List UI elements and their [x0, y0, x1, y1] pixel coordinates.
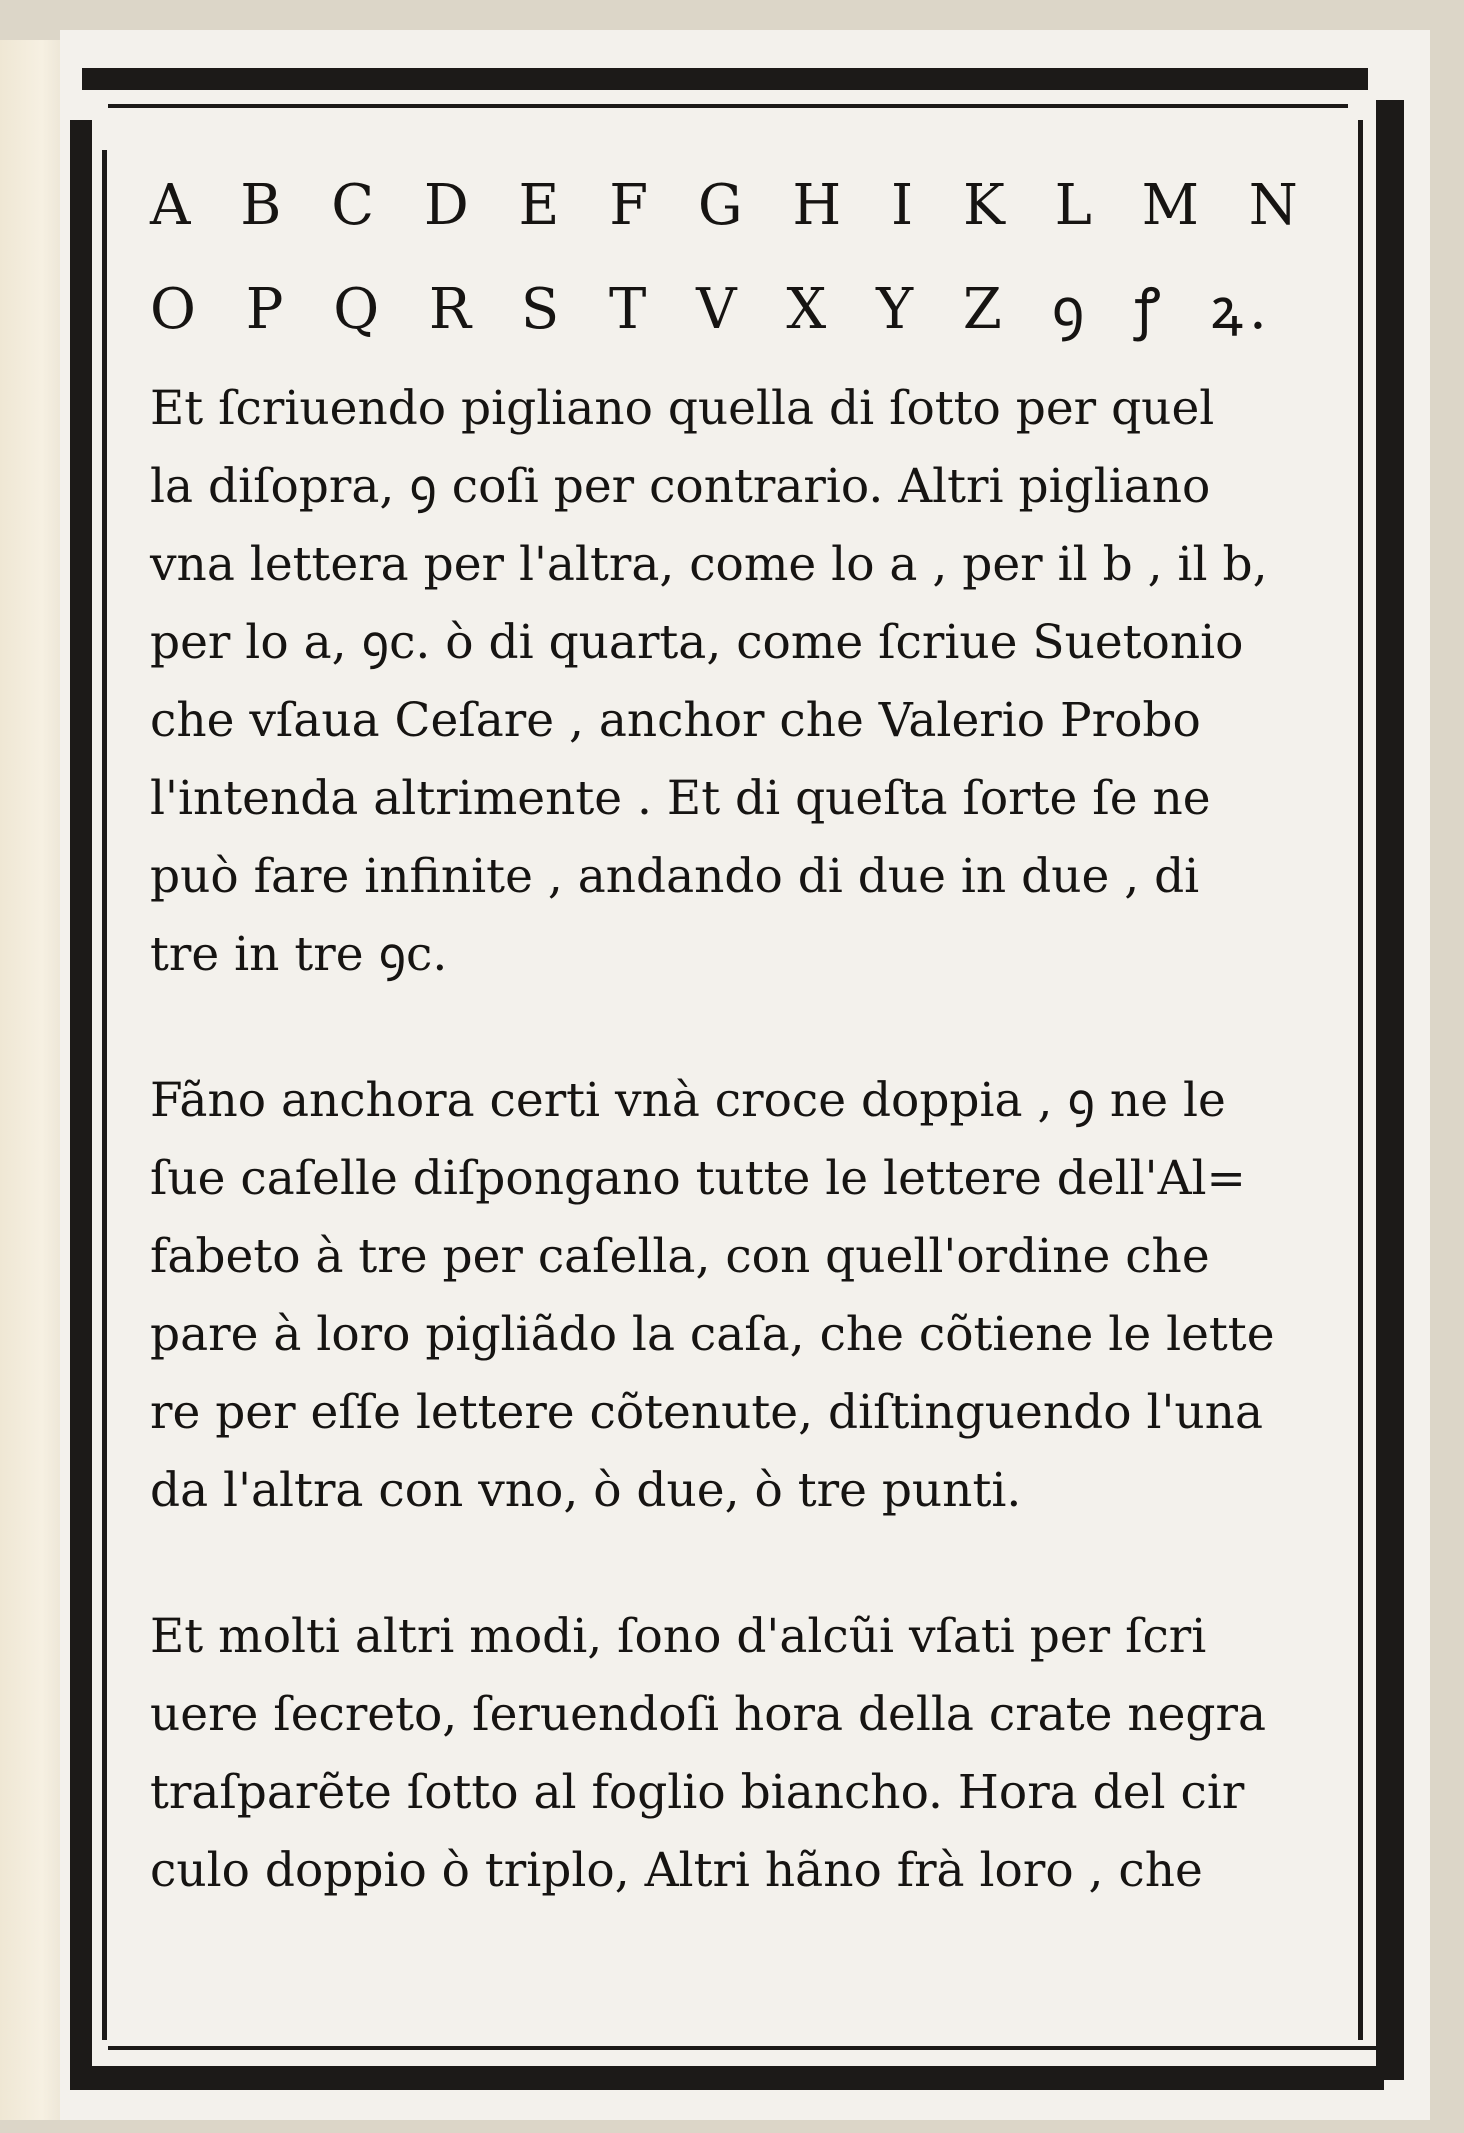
- text-line: tre in tre ꝯc.: [150, 927, 448, 982]
- border-bottom: [84, 2066, 1384, 2090]
- border-left: [70, 120, 92, 2090]
- border-right-inner: [1358, 120, 1363, 2040]
- text-line: può fare infinite , andando di due in due , di: [150, 849, 1200, 904]
- text-line: Et ſcriuendo pigliano quella di ſotto per quel: [150, 381, 1215, 436]
- alphabet-row-2: O P Q R S T V X Y Z ꝯ ꝭ ꝝ.: [150, 277, 1273, 342]
- text-line: Et molti altri modi, ſono d'alcũi vſati per ſcri: [150, 1609, 1207, 1664]
- text-line: per lo a, ꝯc. ò di quarta, come ſcriue Suetonio: [150, 615, 1244, 670]
- text-line: re per eſſe lettere cõtenute, diſtinguendo l'una: [150, 1385, 1263, 1440]
- text-line: fabeto à tre per caſella, con quell'ordine che: [150, 1229, 1210, 1284]
- border-top-inner: [108, 104, 1348, 108]
- text-line: che vſaua Ceſare , anchor che Valerio Probo: [150, 693, 1201, 748]
- border-top: [82, 68, 1368, 90]
- text-line: Fãno anchora certi vnà croce doppia , ꝯ ne le: [150, 1073, 1226, 1128]
- page-text: [150, 168, 1310, 1910]
- alphabet-row-1: A B C D E F G H I K L M N: [150, 173, 1304, 238]
- text-line: culo doppio ò triplo, Altri hãno frà loro , che: [150, 1843, 1203, 1898]
- border-left-inner: [102, 150, 107, 2040]
- text-line: la diſopra, ꝯ coſi per contrario. Altri pigliano: [150, 459, 1211, 514]
- paragraph: [150, 1062, 1310, 1530]
- text-line: traſparẽte ſotto al foglio biancho. Hora del cir: [150, 1765, 1245, 1820]
- text-line: pare à loro pigliãdo la caſa, che cõtiene le lette: [150, 1307, 1275, 1362]
- text-line: da l'altra con vno, ò due, ò tre punti.: [150, 1463, 1022, 1518]
- text-line: l'intenda altrimente . Et di queſta ſorte ſe ne: [150, 771, 1211, 826]
- paragraph: [150, 370, 1310, 994]
- paragraph: [150, 1598, 1310, 1910]
- border-right: [1376, 100, 1404, 2080]
- text-line: ſue caſelle diſpongano tutte le lettere dell'Al=: [150, 1151, 1246, 1206]
- border-bottom-inner: [108, 2046, 1378, 2050]
- text-line: vna lettera per l'altra, come lo a , per il b , il b,: [150, 537, 1268, 592]
- text-line: uere ſecreto, ſeruendoſi hora della crate negra: [150, 1687, 1266, 1742]
